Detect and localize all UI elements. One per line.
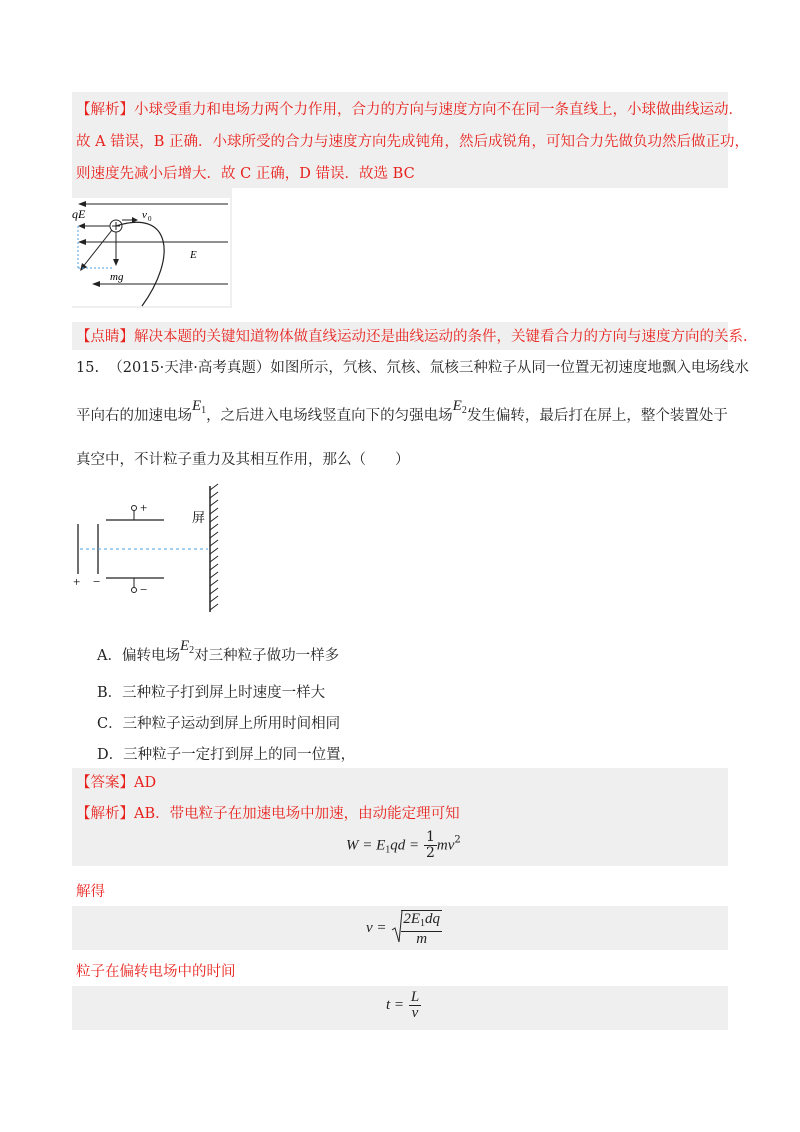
- solve-label: 解得: [76, 884, 105, 900]
- figure-2-minus-left: −: [93, 574, 101, 589]
- question-line-1: 15. （2015·天津·高考真题）如图所示，氕核、氘核、氚核三种粒子从同一位置无初速度地飘入电场线水: [76, 360, 749, 376]
- equation-2: v = $\frac{2E_1dq}{m}$: [366, 911, 440, 947]
- figure-1-label-qE: qE: [72, 207, 86, 221]
- figure-1-label-E: E: [190, 249, 197, 261]
- figure-2-plus-top: +: [140, 500, 148, 515]
- figure-1-label-mg: mg: [110, 271, 124, 283]
- answer-line: [76, 773, 156, 793]
- figure-1-diagram: [72, 188, 232, 308]
- figure-1-label-v0-sub: 0: [148, 215, 152, 223]
- analysis-2-line: 【解析】AB．带电粒子在加速电场中加速，由动能定理可知: [76, 806, 460, 822]
- figure-2-minus-bottom: −: [140, 582, 148, 597]
- analysis-2-tag: 【解析】: [76, 806, 134, 822]
- analysis-1-line-1: 【解析】小球受重力和电场力两个力作用，合力的方向与速度方向不在同一条直线上，小球做曲线运动．: [76, 102, 743, 118]
- symbol-E2-option: $E_2$: [179, 638, 195, 656]
- time-label: 粒子在偏转电场中的时间: [76, 964, 236, 980]
- figure-2-plus-left: +: [73, 574, 81, 589]
- symbol-E2: $E_2$: [452, 398, 467, 416]
- figure-2-diagram: [68, 482, 228, 614]
- option-d: D．三种粒子一定打到屏上的同一位置，: [97, 747, 356, 763]
- answer-value: AD: [134, 775, 157, 791]
- option-a: A．偏转电场$E_2$对三种粒子做功一样多: [97, 638, 340, 664]
- symbol-E1: $E_1$: [192, 398, 207, 416]
- tip-line: 【点睛】解决本题的关键知道物体做直线运动还是曲线运动的条件，关键看合力的方向与速度方向的关系.: [76, 329, 748, 345]
- answer-tag: 【答案】: [76, 775, 134, 791]
- option-b: B．三种粒子打到屏上时速度一样大: [97, 685, 326, 701]
- analysis-1-tag: 【解析】: [76, 102, 134, 118]
- figure-1-label-v0: v: [142, 209, 147, 221]
- figure-2-screen-label: 屏: [192, 510, 206, 525]
- analysis-1-line-2: 故 A 错误，B 正确．小球所受的合力与速度方向先成钝角，然后成锐角，可知合力先做负功然后做正功，: [76, 134, 749, 150]
- question-line-3: 真空中，不计粒子重力及其相互作用，那么（ ）: [76, 452, 410, 468]
- question-line-2: 平向右的加速电场$E_1$，之后进入电场线竖直向下的匀强电场$E_2$发生偏转，最后打在屏上，整个装置处于: [76, 398, 728, 424]
- option-c: C．三种粒子运动到屏上所用时间相同: [97, 716, 341, 732]
- question-source: （2015·天津·高考真题）: [108, 360, 271, 376]
- question-number: 15.: [76, 360, 100, 376]
- equation-3: t = $\frac{L}{v}$: [386, 989, 420, 1021]
- analysis-1-line-3: 则速度先减小后增大．故 C 正确，D 错误．故选 BC: [76, 166, 415, 182]
- tip-tag: 【点睛】: [76, 329, 134, 345]
- equation-1: $W = E_1qd$ = $\frac{1}{2}$ $mv^2$: [346, 829, 461, 861]
